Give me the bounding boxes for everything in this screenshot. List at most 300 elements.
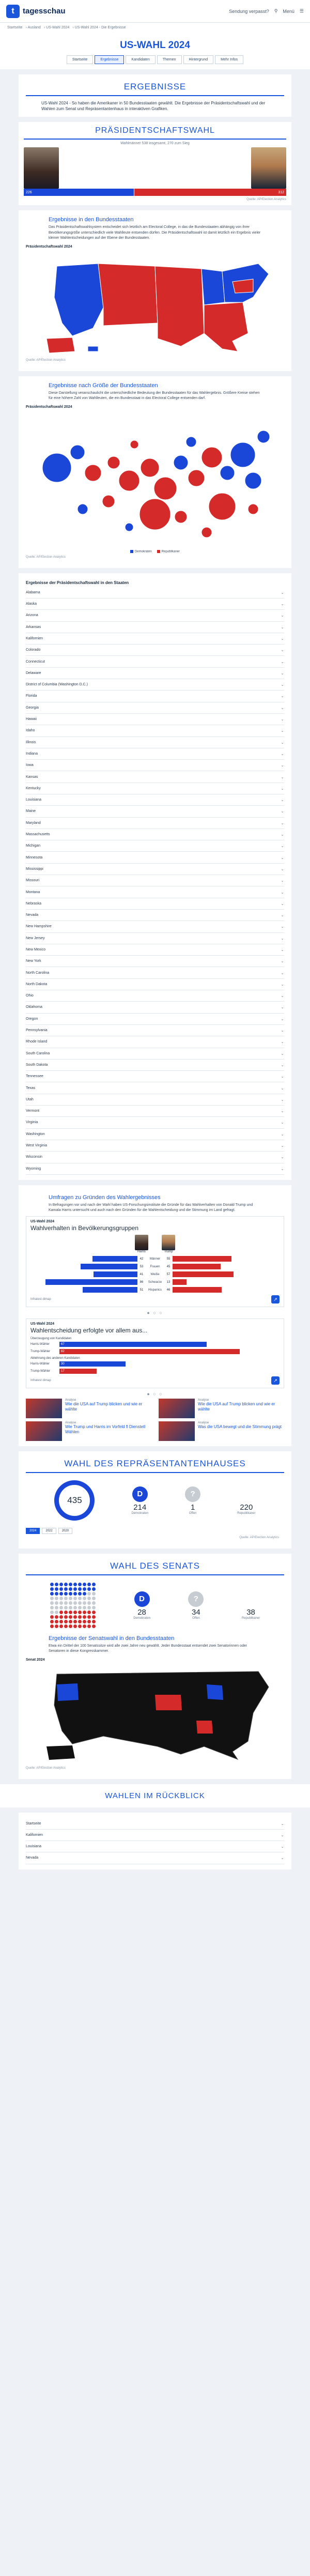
state-bubble: [85, 465, 101, 481]
senate-seat: [73, 1592, 77, 1596]
state-row[interactable]: [26, 829, 284, 840]
missed-broadcast-link[interactable]: Sendung verpasst?: [229, 8, 269, 14]
group-label: Ablehnung des anderen Kandidaten: [30, 1357, 80, 1360]
state-row[interactable]: [26, 875, 284, 886]
state-name: Illinois: [26, 740, 36, 744]
group-name: Schwarze: [148, 1280, 162, 1284]
senate-heading: Ergebnisse der Senatswahl in den Bundesstaaten: [49, 1635, 175, 1642]
senate-seat: [73, 1601, 77, 1605]
senate-seat: [69, 1587, 72, 1591]
senate-seat: [78, 1592, 82, 1596]
state-name: Missouri: [26, 879, 40, 883]
state-row[interactable]: [26, 714, 284, 725]
republican-icon: [243, 1591, 259, 1607]
state-bubble: [175, 511, 187, 523]
poll-footer: Infratest dimap: [30, 1379, 51, 1383]
senate-seat: [78, 1597, 82, 1600]
source-note: Quelle: AP/Election Analytics: [26, 358, 66, 362]
state-bubble-chart[interactable]: [26, 411, 282, 545]
senate-seat: [78, 1611, 82, 1614]
senate-seat: [64, 1597, 68, 1600]
state-name: Minnesota: [26, 855, 43, 860]
senate-seat: [73, 1583, 77, 1586]
chevron-down-icon: ⌄: [281, 1062, 284, 1067]
senate-seat: [87, 1583, 91, 1586]
state-row[interactable]: [26, 979, 284, 990]
polls-text: In Befragungen vor und nach der Wahl haben US-Forschungsinstitute die Gründe für das Wahlverhalten von Donald Trump und Kamala Harris untersucht und auch nach den Gründen für die Wahlentscheidung und die Stimmung im Land gefragt.: [49, 1203, 253, 1212]
state-row[interactable]: [26, 910, 284, 921]
harris-value: 86: [140, 1280, 144, 1284]
state-row[interactable]: [26, 806, 284, 817]
state-name: Virginia: [26, 1121, 38, 1125]
senate-seat: [83, 1615, 86, 1619]
senate-seat: [59, 1592, 63, 1596]
senate-seat: [78, 1624, 82, 1628]
state-name: Texas: [26, 1086, 36, 1090]
state-bubble: [245, 472, 261, 489]
state-row[interactable]: [26, 967, 284, 978]
poll-rows: [30, 1341, 280, 1355]
review-item[interactable]: Nevada ⌄: [26, 1852, 284, 1864]
tab-2022[interactable]: 2022: [42, 1528, 56, 1534]
senate-seat: [59, 1606, 63, 1609]
state-name: Massachusetts: [26, 833, 50, 837]
voter-group: Harris-Wähler: [30, 1343, 50, 1346]
senate-seat: [59, 1624, 63, 1628]
state-name: Nevada: [26, 913, 39, 917]
senate-blue-state: [57, 1683, 79, 1701]
state-name: Iowa: [26, 763, 34, 768]
review-item[interactable]: Startseite ⌄: [26, 1818, 284, 1829]
state-row[interactable]: [26, 1094, 284, 1106]
chevron-down-icon: ⌄: [281, 1016, 284, 1021]
state-name: Arkansas: [26, 625, 41, 629]
tab-startseite[interactable]: Startseite: [67, 55, 94, 64]
chevron-down-icon: ⌄: [281, 890, 284, 895]
democrat-icon: D: [132, 1486, 148, 1502]
chevron-down-icon: ⌄: [281, 602, 284, 607]
poll-card-reasons: [26, 1318, 284, 1388]
breadcrumb-item[interactable]: Startseite: [7, 26, 23, 29]
chevron-down-icon: ⌄: [281, 1074, 284, 1079]
presidential-subtitle: Wahlmänner 538 insgesamt, 270 zum Sieg: [120, 142, 190, 146]
state-row[interactable]: [26, 852, 284, 863]
state-row[interactable]: [26, 1036, 284, 1048]
senate-seat: [50, 1587, 54, 1591]
senate-rep-stat: 38 Republikaner: [242, 1591, 260, 1620]
section-tabs: [0, 55, 310, 69]
tab-2020[interactable]: 2020: [58, 1528, 72, 1534]
senate-seat: [59, 1601, 63, 1605]
senate-seat: [55, 1592, 58, 1596]
presidential-title: PRÄSIDENTSCHAFTSWAHL: [95, 126, 215, 135]
hamburger-icon[interactable]: ☰: [299, 8, 304, 13]
state-row[interactable]: [26, 691, 284, 702]
state-bubble: [174, 455, 188, 470]
state-name: North Dakota: [26, 982, 48, 986]
state-row[interactable]: [26, 760, 284, 771]
harris-thumb: [135, 1235, 148, 1250]
polls-heading: Umfragen zu Gründen des Wahlergebnisses: [49, 1194, 161, 1201]
state-row[interactable]: [26, 1082, 284, 1094]
state-row[interactable]: [26, 1117, 284, 1128]
senate-seat: [78, 1606, 82, 1609]
chevron-down-icon: ⌄: [281, 798, 284, 803]
state-name: North Carolina: [26, 971, 50, 975]
state-row[interactable]: [26, 702, 284, 714]
state-bubble: [107, 456, 120, 469]
house-year-tabs: [26, 1528, 284, 1534]
carousel-dots[interactable]: ● ○ ○: [147, 1310, 163, 1316]
trump-value: 45: [166, 1265, 171, 1268]
state-bubble: [102, 495, 115, 508]
question-icon: ?: [185, 1486, 200, 1502]
state-bubble: [154, 477, 177, 500]
senate-seat: [87, 1601, 91, 1605]
chevron-down-icon: ⌄: [281, 993, 284, 999]
state-row[interactable]: [26, 1152, 284, 1163]
trump-value: 55: [166, 1257, 171, 1261]
group-name: Männer: [149, 1257, 161, 1261]
map-midwest: [202, 269, 225, 305]
chevron-down-icon: ⌄: [281, 1155, 284, 1160]
chevron-down-icon: ⌄: [281, 959, 284, 964]
senate-map[interactable]: [26, 1664, 282, 1762]
results-intro-text: US-Wahl 2024 - So haben die Amerikaner in 50 Bundesstaaten gewählt. Die Ergebnisse der Präsidentschaftswahl und der Wahlen zum Senat und Repräsentantenhaus in interaktiven Grafiken.: [41, 101, 266, 112]
top-bar: [0, 0, 310, 23]
chevron-down-icon: ⌄: [281, 1166, 284, 1171]
senate-seat: [87, 1620, 91, 1623]
state-row[interactable]: [26, 1106, 284, 1117]
breadcrumb-item[interactable]: US-Wahl 2024: [46, 26, 70, 29]
harris-bar: [24, 189, 134, 196]
senate-seat: [69, 1597, 72, 1600]
source-note: Quelle: AP/Election Analytics: [239, 1536, 279, 1540]
state-bubble: [248, 504, 258, 514]
state-row[interactable]: [26, 679, 284, 691]
state-row[interactable]: [26, 840, 284, 852]
chevron-down-icon: ⌄: [281, 624, 284, 630]
state-name: Utah: [26, 1097, 34, 1101]
state-row[interactable]: [26, 990, 284, 1002]
senate-text: Etwa ein Drittel der 100 Senatssitze wird alle zwei Jahre neu gewählt. Jeder Bundesstaat entsendet zwei Senatorinnen oder Senatoren in diese Kongresskammer.: [49, 1644, 247, 1653]
chevron-down-icon: ⌄: [281, 936, 284, 941]
states-text: Das Präsidentschaftswahlsystem entscheidet sich letztlich am Electoral College, in das die Bundesstaaten abhängig von ihrer Bevölkerungsgröße unterschiedlich viele Wahlleute entsenden dürfen. Die Präsidentschaftswahl ist damit letztlich ein Ergebnis vieler kleiner Wahlentscheidungen auf der Ebene der Bundesstaaten.: [49, 225, 261, 240]
article-thumbnail: [159, 1421, 195, 1441]
senate-seat: [87, 1587, 91, 1591]
chevron-down-icon: ⌄: [281, 659, 284, 664]
harris-bar: [92, 1256, 137, 1262]
chevron-down-icon: ⌄: [281, 590, 284, 595]
search-icon[interactable]: ⚲: [274, 8, 278, 13]
chevron-down-icon: ⌄: [281, 740, 284, 745]
source-note: Quelle: AP/Election Analytics: [246, 198, 286, 202]
col-harris: Harris: [137, 1250, 146, 1254]
article-teaser[interactable]: Analyse Wie die USA auf Trump blicken und wie er wählte: [159, 1399, 284, 1418]
chevron-down-icon: ⌄: [281, 694, 284, 699]
state-row[interactable]: [26, 794, 284, 806]
state-bubble: [186, 437, 196, 447]
chevron-down-icon: ⌄: [281, 1120, 284, 1125]
trump-value: 13: [166, 1280, 171, 1284]
senate-seat: [50, 1592, 54, 1596]
senate-seat: [59, 1583, 63, 1586]
state-row[interactable]: [26, 633, 284, 645]
senate-title: WAHL DES SENATS: [110, 1561, 200, 1571]
state-name: District of Columbia (Washington D.C.): [26, 683, 88, 687]
state-row[interactable]: [26, 599, 284, 610]
senate-seat: [59, 1620, 63, 1623]
map-hawaii: [88, 346, 98, 351]
senate-seat: [69, 1606, 72, 1609]
house-total-ring: [54, 1480, 95, 1521]
expand-icon[interactable]: ↗: [271, 1376, 280, 1385]
breadcrumb-item[interactable]: Ausland: [27, 26, 41, 29]
chevron-down-icon: ⌄: [281, 1039, 284, 1045]
senate-seat: [83, 1601, 86, 1605]
senate-blue-state: [207, 1684, 223, 1700]
article-teaser[interactable]: Analyse Was die USA bewegt und die Stimmung prägt: [159, 1421, 284, 1441]
state-bubble: [209, 493, 236, 520]
state-name: South Carolina: [26, 1051, 50, 1055]
breadcrumb-item: US-Wahl 2024 - Die Ergebnisse: [74, 26, 126, 29]
senate-seat: [59, 1597, 63, 1600]
chevron-down-icon: ⌄: [281, 1821, 284, 1826]
senate-seat: [69, 1620, 72, 1623]
state-row[interactable]: [26, 622, 284, 633]
harris-bar: [81, 1264, 137, 1269]
senate-seat: [64, 1587, 68, 1591]
tab-kandidaten[interactable]: Kandidaten: [126, 55, 155, 64]
carousel-dots[interactable]: ● ○ ○: [147, 1391, 163, 1397]
chevron-down-icon: ⌄: [281, 786, 284, 791]
chevron-down-icon: ⌄: [281, 670, 284, 676]
senate-seat: [83, 1620, 86, 1623]
senate-seat: [50, 1601, 54, 1605]
harris-portrait: [24, 147, 59, 189]
state-name: Oregon: [26, 1017, 38, 1021]
expand-icon[interactable]: ↗: [271, 1295, 280, 1304]
state-row[interactable]: [26, 645, 284, 656]
harris-value: 51: [140, 1288, 144, 1292]
state-bubble: [202, 527, 212, 538]
map-west: [54, 264, 103, 336]
bubble-label: Präsidentschaftswahl 2024: [26, 405, 72, 409]
state-row[interactable]: [26, 1060, 284, 1071]
map-alaska: [47, 338, 75, 353]
question-icon: ?: [188, 1591, 204, 1607]
tab-ergebnisse[interactable]: Ergebnisse: [95, 55, 124, 64]
state-row[interactable]: [26, 1048, 284, 1060]
trump-portrait: [251, 147, 286, 189]
state-name: New Mexico: [26, 948, 46, 952]
article-teaser[interactable]: Analyse Wie Trump und Harris im Vorfeld fl Dienstetl Wählen: [26, 1421, 151, 1441]
state-row[interactable]: [26, 1025, 284, 1036]
chevron-down-icon: ⌄: [281, 913, 284, 918]
reason-bar: [59, 1342, 207, 1347]
state-name: Wisconsin: [26, 1155, 42, 1159]
poll-title: Wahlverhalten in Bevölkerungsgruppen: [30, 1224, 139, 1232]
tab-mehr-infos[interactable]: Mehr Infos: [215, 55, 243, 64]
senate-seat: [64, 1592, 68, 1596]
state-row[interactable]: [26, 921, 284, 932]
senate-red-state: [155, 1695, 182, 1710]
trump-bar: [134, 189, 286, 196]
chevron-down-icon: ⌄: [281, 866, 284, 871]
state-name: Maryland: [26, 821, 41, 825]
state-row[interactable]: [26, 610, 284, 621]
state-row[interactable]: [26, 1002, 284, 1013]
presidential-map[interactable]: [26, 251, 284, 357]
state-name: Hawaii: [26, 717, 37, 722]
map-pa: [233, 279, 253, 293]
senate-section: [19, 1554, 291, 1779]
tab-2024[interactable]: 2024: [26, 1528, 40, 1534]
state-name: Washington: [26, 1132, 45, 1136]
senate-seat: [92, 1615, 96, 1619]
senate-seat: [83, 1597, 86, 1600]
senate-seat: [92, 1587, 96, 1591]
brand-name[interactable]: tagesschau: [23, 7, 66, 16]
reason-value: 67: [61, 1343, 65, 1346]
senate-seat: [87, 1597, 91, 1600]
senate-seat: [73, 1606, 77, 1609]
states-map-section: [19, 210, 291, 371]
chevron-down-icon: ⌄: [281, 832, 284, 837]
state-name: Colorado: [26, 648, 41, 652]
map-south: [204, 302, 248, 351]
state-row[interactable]: [26, 725, 284, 737]
state-row[interactable]: [26, 886, 284, 898]
state-row[interactable]: [26, 783, 284, 794]
chevron-down-icon: ⌄: [281, 751, 284, 756]
state-name: Wyoming: [26, 1167, 41, 1171]
trump-value: 46: [166, 1288, 171, 1292]
senate-seat: [55, 1583, 58, 1586]
review-item[interactable]: Louisiana ⌄: [26, 1841, 284, 1852]
menu-button[interactable]: Menü: [283, 8, 295, 14]
state-row[interactable]: [26, 933, 284, 944]
state-row[interactable]: [26, 1163, 284, 1175]
chevron-down-icon: ⌄: [281, 982, 284, 987]
senate-seat: [69, 1601, 72, 1605]
state-row[interactable]: [26, 748, 284, 760]
state-row[interactable]: [26, 1140, 284, 1152]
senate-seat: [78, 1615, 82, 1619]
poll-rows: [30, 1255, 280, 1293]
senate-seat: [69, 1611, 72, 1614]
trump-thumb: [162, 1235, 175, 1250]
poll-row: [30, 1348, 280, 1355]
state-name: Michigan: [26, 844, 41, 848]
bubble-legend: [26, 550, 284, 554]
state-bubble: [70, 445, 85, 459]
senate-seat: [73, 1597, 77, 1600]
state-row[interactable]: [26, 656, 284, 667]
poll-title: Wahlentscheidung erfolgte vor allem aus...: [30, 1327, 148, 1335]
state-row[interactable]: [26, 818, 284, 829]
state-row[interactable]: [26, 1014, 284, 1025]
state-row[interactable]: [26, 587, 284, 599]
chevron-down-icon: ⌄: [281, 1832, 284, 1837]
senate-seat: [64, 1624, 68, 1628]
review-list: [19, 1813, 291, 1869]
page-title: US-WAHL 2024: [0, 33, 310, 55]
senate-seat: [55, 1615, 58, 1619]
presidential-hero: [19, 122, 291, 205]
state-name: Alabama: [26, 590, 40, 594]
senate-seat: [50, 1611, 54, 1614]
state-name: Kalifornien: [26, 636, 43, 640]
state-bubble: [119, 470, 140, 491]
state-row[interactable]: [26, 944, 284, 956]
article-teaser[interactable]: Analyse Wie die USA auf Trump blicken und wie er wählte: [26, 1399, 151, 1418]
house-rep-stat: 220 Republikaner: [237, 1486, 255, 1515]
poll-row: [30, 1368, 280, 1374]
poll-rows: [30, 1361, 280, 1374]
reason-value: 17: [61, 1370, 65, 1373]
chevron-down-icon: ⌄: [281, 901, 284, 906]
chevron-down-icon: ⌄: [281, 1844, 284, 1849]
tagesschau-logo-icon[interactable]: t: [6, 5, 20, 18]
trump-bar: [173, 1287, 222, 1293]
state-bubble: [202, 447, 222, 468]
chevron-down-icon: ⌄: [281, 1028, 284, 1033]
senate-seat: [87, 1606, 91, 1609]
state-row[interactable]: [26, 898, 284, 910]
senate-seat: [78, 1620, 82, 1623]
chevron-down-icon: ⌄: [281, 947, 284, 952]
chevron-down-icon: ⌄: [281, 636, 284, 641]
bubble-section: [19, 376, 291, 568]
state-bubble: [78, 504, 88, 514]
state-row[interactable]: [26, 1071, 284, 1082]
state-row[interactable]: [26, 737, 284, 748]
review-title: WAHLEN IM RÜCKBLICK: [0, 1784, 310, 1807]
tab-hintergrund[interactable]: Hintergrund: [183, 55, 214, 64]
trump-value: 57: [166, 1272, 171, 1276]
senate-red-state: [196, 1721, 213, 1734]
results-title: ERGEBNISSE: [123, 82, 187, 91]
state-bubble: [141, 458, 159, 477]
republican-icon: [239, 1486, 254, 1502]
state-row[interactable]: [26, 956, 284, 967]
state-row[interactable]: [26, 864, 284, 875]
source-note: Quelle: AP/Election Analytics: [26, 1767, 66, 1770]
senate-seat: [64, 1615, 68, 1619]
state-row[interactable]: [26, 771, 284, 783]
senate-seat: [73, 1615, 77, 1619]
review-item[interactable]: Kalifornien ⌄: [26, 1830, 284, 1841]
poll-card-groups: [26, 1216, 284, 1307]
poll-row: [30, 1263, 280, 1270]
state-row[interactable]: [26, 1129, 284, 1140]
house-dem-stat: D 214 Demokraten: [131, 1486, 148, 1515]
state-row[interactable]: [26, 668, 284, 679]
state-name: Idaho: [26, 729, 35, 733]
poll-row: [30, 1279, 280, 1285]
state-name: Alaska: [26, 602, 37, 606]
senate-seat: [78, 1587, 82, 1591]
tab-themen[interactable]: Themen: [157, 55, 182, 64]
harris-bar: [45, 1279, 137, 1285]
chevron-down-icon: ⌄: [281, 763, 284, 768]
map-central: [155, 266, 204, 346]
chevron-down-icon: ⌄: [281, 648, 284, 653]
bubble-heading: Ergebnisse nach Größe der Bundesstaaten: [49, 382, 158, 389]
senate-seat: [73, 1611, 77, 1614]
state-name: Ohio: [26, 994, 34, 998]
